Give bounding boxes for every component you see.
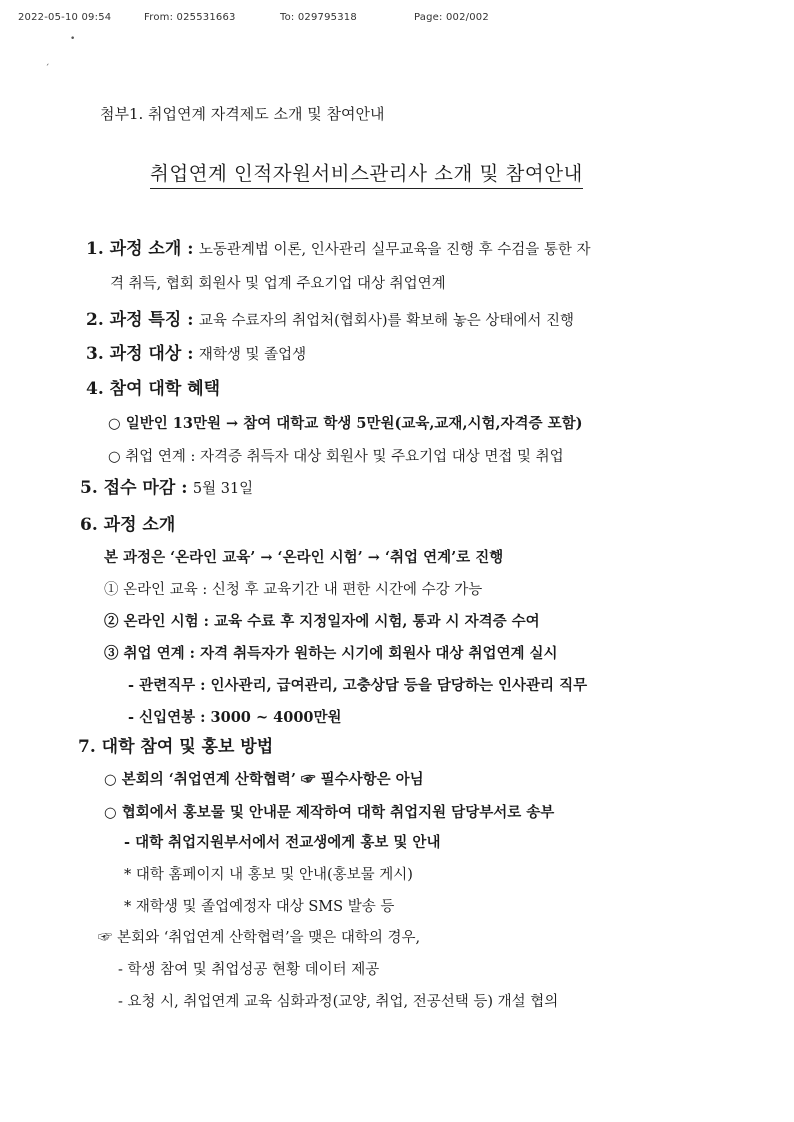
process-step: ③ 취업 연계 : 자격 취득자가 원하는 시기에 회원사 대상 취업연계 실시 xyxy=(104,645,558,662)
process-detail: - 신입연봉 : 3000 ~ 4000만원 xyxy=(128,709,342,726)
section-6 xyxy=(80,510,175,535)
promo-subitem: * 대학 홈페이지 내 홍보 및 안내(홍보물 게시) xyxy=(124,867,413,883)
section-7-label: 7. 대학 참여 및 홍보 방법 xyxy=(78,737,274,757)
partnership-note: ☞ 본회와 ‘취업연계 산학협력’을 맺은 대학의 경우, xyxy=(98,930,421,946)
section-4 xyxy=(86,374,220,399)
section-5-label: 5. 접수 마감 : xyxy=(80,478,188,498)
section-2-text: 교육 수료자의 취업처(협회사)를 확보해 놓은 상태에서 진행 xyxy=(198,313,575,329)
scan-speck: ˊ xyxy=(45,64,50,74)
section-3-text: 재학생 및 졸업생 xyxy=(198,347,307,363)
fax-to: To: 029795318 xyxy=(280,12,357,23)
benefit-item: ○ 일반인 13만원 → 참여 대학교 학생 5만원(교육,교재,시험,자격증 포함) xyxy=(108,415,583,432)
partnership-item: - 요청 시, 취업연계 교육 심화과정(교양, 취업, 전공선택 등) 개설 협의 xyxy=(118,994,559,1010)
section-5 xyxy=(80,473,253,498)
section-1-label: 1. 과정 소개 : xyxy=(86,239,194,259)
process-step: ① 온라인 교육 : 신청 후 교육기간 내 편한 시간에 수강 가능 xyxy=(104,582,483,598)
section-1-text-cont: 격 취득, 협회 회원사 및 업계 주요기업 대상 취업연계 xyxy=(110,276,446,292)
attachment-line: 첨부1. 취업연계 자격제도 소개 및 참여안내 xyxy=(100,105,385,123)
process-intro: 본 과정은 ‘온라인 교육’ → ‘온라인 시험’ → ‘취업 연계’로 진행 xyxy=(104,549,504,566)
section-1 xyxy=(86,234,591,259)
section-1-text: 노동관계법 이론, 인사관리 실무교육을 진행 후 수검을 통한 자 xyxy=(198,242,591,258)
page-title: 취업연계 인적자원서비스관리사 소개 및 참여안내 xyxy=(150,158,583,189)
promo-item: ○ 본회의 ‘취업연계 산학협력’ ☞ 필수사항은 아님 xyxy=(104,771,424,788)
fax-page: Page: 002/002 xyxy=(414,12,489,23)
section-3 xyxy=(86,339,306,364)
section-7 xyxy=(78,732,273,757)
section-3-label: 3. 과정 대상 : xyxy=(86,344,194,364)
promo-subitem: * 재학생 및 졸업예정자 대상 SMS 발송 등 xyxy=(124,899,395,915)
benefit-item: ○ 취업 연계 : 자격증 취득자 대상 회원사 및 주요기업 대상 면접 및 취업 xyxy=(108,449,564,465)
section-6-label: 6. 과정 소개 xyxy=(80,515,176,535)
section-2-label: 2. 과정 특징 : xyxy=(86,310,194,330)
section-2 xyxy=(86,305,574,330)
process-step: ② 온라인 시험 : 교육 수료 후 지정일자에 시험, 통과 시 자격증 수여 xyxy=(104,613,540,630)
scan-speck: • xyxy=(70,34,76,44)
section-4-label: 4. 참여 대학 혜택 xyxy=(86,379,221,399)
partnership-item: - 학생 참여 및 취업성공 현황 데이터 제공 xyxy=(118,962,380,978)
promo-item: ○ 협회에서 홍보물 및 안내문 제작하여 대학 취업지원 담당부서로 송부 xyxy=(104,804,555,821)
promo-subitem: - 대학 취업지원부서에서 전교생에게 홍보 및 안내 xyxy=(124,834,441,851)
process-detail: - 관련직무 : 인사관리, 급여관리, 고충상담 등을 담당하는 인사관리 직무 xyxy=(128,677,588,694)
section-5-text: 5월 31일 xyxy=(192,481,254,497)
fax-from: From: 025531663 xyxy=(144,12,236,23)
fax-datetime: 2022-05-10 09:54 xyxy=(18,12,112,23)
